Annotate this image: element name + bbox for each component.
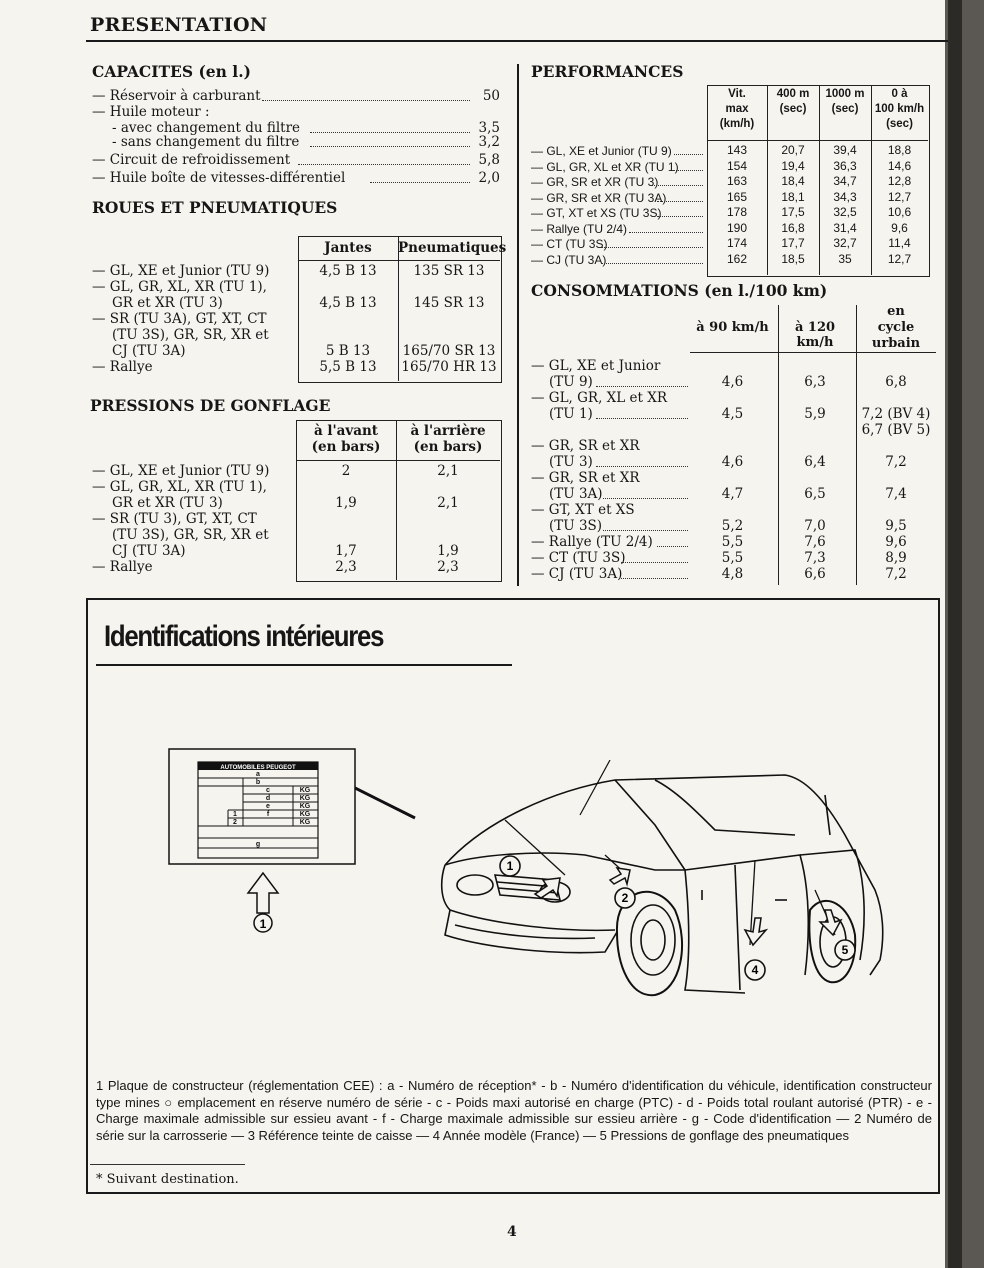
identifications-legend: 1 Plaque de constructeur (réglementation CEE) : a - Numéro de réception* - b - Numéro d'identification du véhicule, identification constructeur type mines ○ emplacement en réserve numéro de série - c - Poids maxi autorisé en charge (PTC) - d - Poids total roulant autorisé (PTR) - e - Charge maximale admissible sur essieu avant - f - Charge maximale admissible sur essieu arrière - g - Code d'identification — 2 Numéro de série sur la carrosserie — 3 Référence teinte de caisse — 4 Année modèle (France) — 5 Pressions de gonflage des pneumatiques xyxy=(96,1078,932,1143)
capacite-value: 50 xyxy=(482,88,500,104)
conso-row-label: — CJ (TU 3A) xyxy=(531,566,623,582)
conso-urbain-value: 9,5 xyxy=(885,518,907,534)
pressions-row-label: — GL, GR, XL, XR (TU 1), xyxy=(92,479,267,495)
conso-120-value: 6,5 xyxy=(804,486,826,502)
conso-90-value: 4,6 xyxy=(721,374,744,390)
conso-120-header: à 120 km/h xyxy=(794,320,836,350)
column-divider xyxy=(517,64,519,586)
perf-header: (sec) xyxy=(831,103,859,115)
perf-value: 19,4 xyxy=(781,158,805,173)
perf-value: 17,5 xyxy=(781,205,805,219)
perf-value: 18,1 xyxy=(781,189,805,204)
leader-dots xyxy=(621,551,688,563)
perf-value: 20,7 xyxy=(781,143,805,157)
roues-row-label: — Rallye xyxy=(92,359,153,375)
perf-header: 0 à xyxy=(891,88,908,100)
roues-row-label: CJ (TU 3A) xyxy=(112,343,186,359)
plate-letter-c: c xyxy=(266,787,270,794)
callout-5: 5 xyxy=(841,943,849,957)
callout-4: 4 xyxy=(751,963,759,977)
conso-urbain-value: 9,6 xyxy=(885,534,907,550)
conso-90-value: 4,7 xyxy=(721,486,744,502)
perf-value: 178 xyxy=(726,205,748,219)
pressions-row-label: — SR (TU 3), GT, XT, CT xyxy=(92,511,257,527)
perf-value: 9,6 xyxy=(891,220,908,235)
perf-header: 400 m xyxy=(776,88,810,100)
plate-letter-g: g xyxy=(255,841,261,848)
pression-avant-value: 2 xyxy=(341,463,351,479)
perf-header: max xyxy=(725,103,749,115)
pressions-row-label: GR et XR (TU 3) xyxy=(112,495,223,511)
perf-row-label: — CJ (TU 3A) xyxy=(531,252,607,267)
pression-arriere-value: 1,9 xyxy=(437,543,459,559)
leader-dots xyxy=(629,222,703,233)
conso-row-label: — GL, GR, XL et XR xyxy=(531,390,668,406)
perf-header: 1000 m xyxy=(825,88,865,100)
roues-row-label: — SR (TU 3A), GT, XT, CT xyxy=(92,311,267,327)
conso-120-value: 6,3 xyxy=(804,374,826,390)
leader-dots xyxy=(310,121,470,133)
perf-row-label: — Rallye (TU 2/4) xyxy=(531,221,628,236)
perf-header: Vit. xyxy=(728,88,746,100)
jante-value: 4,5 B 13 xyxy=(319,263,377,279)
perf-value: 143 xyxy=(726,143,748,157)
conso-120-value: 7,6 xyxy=(804,534,826,550)
conso-urbain-value: 7,2 xyxy=(885,454,907,470)
leader-dots xyxy=(262,89,470,101)
leader-dots xyxy=(601,253,703,264)
conso-90-header: à 90 km/h xyxy=(696,320,769,335)
conso-120-value: 7,0 xyxy=(804,518,826,534)
pressions-row-label: — Rallye xyxy=(92,559,153,575)
arriere-header-1: à l'arrière xyxy=(410,423,486,439)
perf-header: (sec) xyxy=(779,103,807,115)
plate-arrow xyxy=(248,873,278,913)
conso-urbain-header-3: urbain xyxy=(871,336,921,351)
conso-row-label: — GR, SR et XR xyxy=(531,438,640,454)
leader-dots xyxy=(603,519,688,531)
perf-header-rule xyxy=(707,140,928,141)
leader-dots xyxy=(596,375,688,387)
capacite-value: 3,5 xyxy=(478,120,500,136)
jante-value: 4,5 B 13 xyxy=(319,295,377,311)
leader-dots xyxy=(621,567,688,579)
conso-row-label: — GR, SR et XR xyxy=(531,470,640,486)
pression-avant-value: 1,9 xyxy=(335,495,357,511)
conso-row-label: (TU 3A) xyxy=(549,486,603,502)
capacite-value: 3,2 xyxy=(478,134,500,150)
plate-kg-label: KG xyxy=(299,819,311,826)
perf-row-label: — GL, XE et Junior (TU 9) xyxy=(531,144,672,158)
conso-urbain-value: 7,2 (BV 4) xyxy=(861,406,931,422)
perf-value: 35 xyxy=(838,251,852,266)
conso-120-value: 6,6 xyxy=(804,566,826,582)
header-rule xyxy=(86,40,948,42)
perf-value: 190 xyxy=(726,220,748,235)
pressions-row-label: (TU 3S), GR, SR, XR et xyxy=(112,527,269,543)
perf-value: 12,8 xyxy=(887,174,912,188)
perf-row-label: — GT, XT et XS (TU 3S) xyxy=(531,206,662,220)
plate-row-number: 2 xyxy=(233,819,237,826)
roues-row-label: — GL, GR, XL, XR (TU 1), xyxy=(92,279,267,295)
conso-row-label: — Rallye (TU 2/4) xyxy=(531,534,653,550)
conso-row-label: (TU 9) xyxy=(549,374,593,390)
avant-header-2: (en bars) xyxy=(311,439,381,455)
jante-value: 5,5 B 13 xyxy=(319,359,377,375)
capacite-label: — Huile moteur : xyxy=(92,104,210,120)
pressions-header-rule xyxy=(296,460,500,461)
plate-row-number: 1 xyxy=(233,811,237,818)
perf-value: 31,4 xyxy=(833,220,857,235)
conso-row-label: — GL, XE et Junior xyxy=(531,358,661,374)
conso-120-value: 7,3 xyxy=(804,550,826,566)
leader-dots xyxy=(601,237,703,248)
capacite-label: — Circuit de refroidissement xyxy=(92,152,291,168)
roues-row-label: (TU 3S), GR, SR, XR et xyxy=(112,327,269,343)
conso-urbain-value: 7,4 xyxy=(885,486,907,502)
capacite-label: - sans changement du filtre xyxy=(112,134,300,150)
leader-dots xyxy=(596,407,688,419)
pressions-row-label: — GL, XE et Junior (TU 9) xyxy=(92,463,270,479)
perf-value: 16,8 xyxy=(781,220,805,235)
page-edge-dark xyxy=(948,0,962,1268)
conso-row-label: (TU 3) xyxy=(549,454,593,470)
leader-dots xyxy=(370,171,470,183)
perf-value: 163 xyxy=(726,174,748,188)
conso-90-value: 5,5 xyxy=(721,550,744,566)
conso-120-value: 6,4 xyxy=(804,454,826,470)
pression-arriere-value: 2,1 xyxy=(437,495,459,511)
plate-letter-e: e xyxy=(266,803,270,810)
perf-value: 34,3 xyxy=(833,189,857,204)
perf-value: 12,7 xyxy=(887,189,912,204)
plate-kg-label: KG xyxy=(299,811,311,818)
roues-row-label: — GL, XE et Junior (TU 9) xyxy=(92,263,270,279)
perf-row-label: — CT (TU 3S) xyxy=(531,237,608,251)
conso-header-rule xyxy=(690,352,936,353)
conso-urbain-value: 6,7 (BV 5) xyxy=(861,422,931,438)
pression-avant-value: 1,7 xyxy=(335,543,357,559)
pneu-value: 165/70 SR 13 xyxy=(402,343,496,359)
arriere-header-2: (en bars) xyxy=(413,439,483,455)
conso-90-value: 5,2 xyxy=(721,518,744,534)
perf-header: (sec) xyxy=(886,118,913,130)
perf-value: 162 xyxy=(726,251,748,266)
perf-value: 17,7 xyxy=(781,236,805,250)
perf-value: 39,4 xyxy=(833,143,857,157)
leader-dots xyxy=(298,153,470,165)
capacites-title: CAPACITES (en l.) xyxy=(92,62,251,81)
perf-value: 14,6 xyxy=(887,158,912,173)
pression-arriere-value: 2,1 xyxy=(437,463,459,479)
perf-value: 18,8 xyxy=(887,143,912,157)
capacite-label: - avec changement du filtre xyxy=(112,120,301,136)
performances-title: PERFORMANCES xyxy=(531,62,684,81)
perf-value: 165 xyxy=(726,189,748,204)
perf-value: 12,7 xyxy=(887,251,912,266)
identifications-rule xyxy=(96,664,512,666)
callout-1: 1 xyxy=(506,859,514,873)
perf-value: 18,4 xyxy=(781,174,805,188)
perf-value: 36,3 xyxy=(833,158,857,173)
callout-2: 2 xyxy=(621,891,629,905)
leader-dots xyxy=(674,144,703,155)
conso-urbain-value: 8,9 xyxy=(885,550,907,566)
plate-kg-label: KG xyxy=(299,795,311,802)
conso-90-value: 4,8 xyxy=(721,566,744,582)
conso-row-label: — GT, XT et XS xyxy=(531,502,635,518)
perf-value: 34,7 xyxy=(833,174,857,188)
conso-urbain-header-2: cycle xyxy=(877,320,915,335)
perf-value: 11,4 xyxy=(888,236,911,250)
perf-value: 32,5 xyxy=(833,205,857,219)
pression-arriere-value: 2,3 xyxy=(437,559,459,575)
pneu-value: 145 SR 13 xyxy=(413,295,485,311)
plate-brand: AUTOMOBILES PEUGEOT xyxy=(220,765,296,771)
pressions-title: PRESSIONS DE GONFLAGE xyxy=(90,396,331,415)
perf-row-label: — GL, GR, XL et XR (TU 1) xyxy=(531,159,679,174)
plate-letter-a: a xyxy=(256,771,260,778)
leader-dots xyxy=(657,535,688,547)
conso-urbain-header-1: en xyxy=(887,304,905,319)
capacite-label: — Huile boîte de vitesses-différentiel xyxy=(92,170,346,186)
conso-120-value: 5,9 xyxy=(804,406,826,422)
car-illustration xyxy=(355,760,915,1065)
pneu-value: 165/70 HR 13 xyxy=(401,359,497,375)
leader-dots xyxy=(310,135,470,147)
leader-dots xyxy=(657,191,703,202)
roues-title: ROUES ET PNEUMATIQUES xyxy=(92,198,338,217)
perf-value: 10,6 xyxy=(887,205,912,219)
plate-diagram xyxy=(168,748,358,933)
footnote: * Suivant destination. xyxy=(96,1172,239,1187)
pressions-row-label: CJ (TU 3A) xyxy=(112,543,186,559)
roues-row-label: GR et XR (TU 3) xyxy=(112,295,223,311)
pression-avant-value: 2,3 xyxy=(335,559,357,575)
page-header: PRESENTATION xyxy=(90,14,268,36)
plate-letter-d: d xyxy=(265,795,271,802)
perf-row-label: — GR, SR et XR (TU 3A) xyxy=(531,190,667,205)
perf-value: 174 xyxy=(726,236,748,250)
perf-value: 154 xyxy=(726,158,748,173)
avant-header-1: à l'avant xyxy=(313,423,379,439)
capacite-value: 5,8 xyxy=(478,152,500,168)
perf-value: 18,5 xyxy=(781,251,805,266)
leader-dots xyxy=(657,206,703,217)
footnote-rule xyxy=(90,1164,245,1165)
conso-row-label: (TU 3S) xyxy=(549,518,603,534)
conso-row-label: — CT (TU 3S) xyxy=(531,550,626,566)
identifications-title: Identifications intérieures xyxy=(104,620,384,653)
plate-kg-label: KG xyxy=(299,803,311,810)
leader-dots xyxy=(596,455,688,467)
leader-dots xyxy=(674,160,703,171)
conso-col-rule xyxy=(856,305,857,585)
pneu-value: 135 SR 13 xyxy=(413,263,485,279)
leader-dots xyxy=(603,487,688,499)
conso-urbain-value: 7,2 xyxy=(885,566,907,582)
page-number: 4 xyxy=(507,1224,517,1240)
plate-letter-f: f xyxy=(266,811,270,818)
conso-90-value: 5,5 xyxy=(721,534,744,550)
jante-value: 5 B 13 xyxy=(325,343,371,359)
conso-row-label: (TU 1) xyxy=(549,406,593,422)
conso-90-value: 4,6 xyxy=(721,454,744,470)
perf-row-label: — GR, SR et XR (TU 3) xyxy=(531,175,659,189)
roues-header-rule xyxy=(298,260,500,261)
jantes-header: Jantes xyxy=(324,240,372,256)
callout-1: 1 xyxy=(259,917,267,931)
perf-header: 100 km/h xyxy=(874,103,925,115)
consommations-title: CONSOMMATIONS (en l./100 km) xyxy=(531,281,828,300)
perf-value: 32,7 xyxy=(833,236,857,250)
perf-header: (km/h) xyxy=(719,118,755,130)
plate-letter-b: b xyxy=(255,779,261,786)
conso-90-value: 4,5 xyxy=(721,406,744,422)
leader-dots xyxy=(652,175,703,186)
conso-urbain-value: 6,8 xyxy=(885,374,907,390)
capacite-label: — Réservoir à carburant xyxy=(92,88,261,104)
pneus-header: Pneumatiques xyxy=(398,240,507,256)
plate-kg-label: KG xyxy=(299,787,311,794)
capacite-value: 2,0 xyxy=(478,170,500,186)
